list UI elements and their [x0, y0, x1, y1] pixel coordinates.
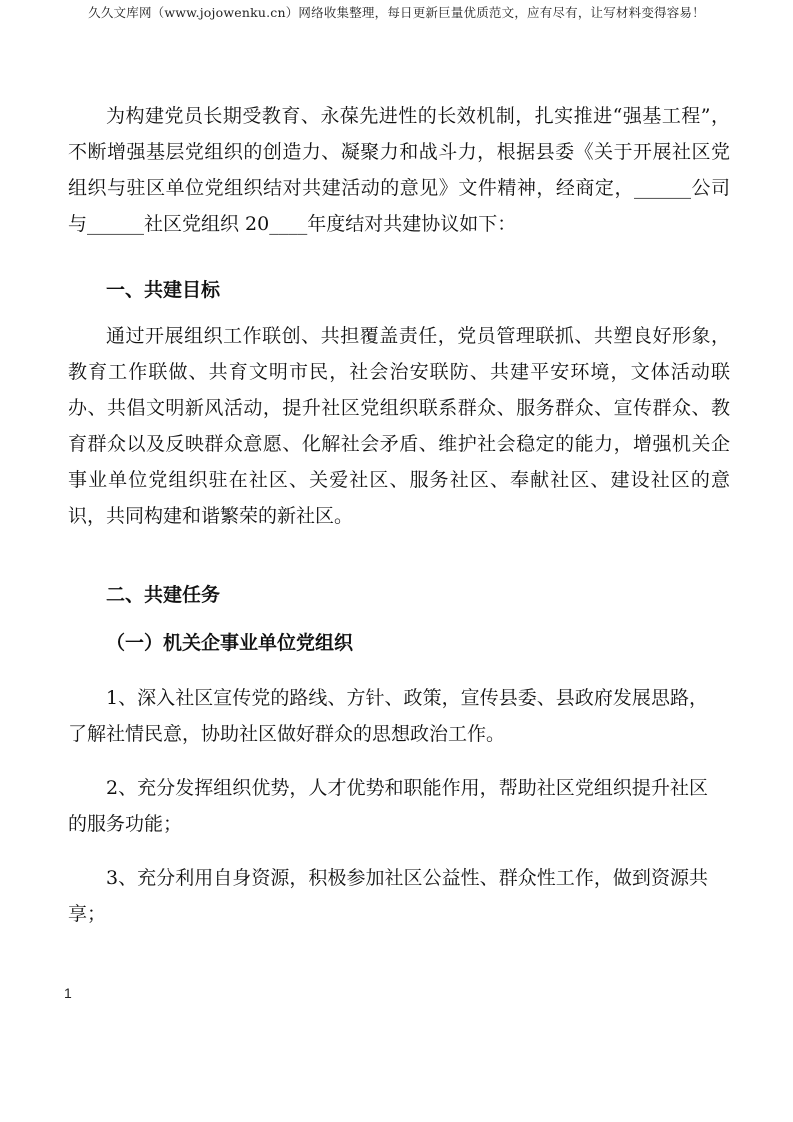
section-heading-goals: 一、共建目标: [106, 279, 221, 301]
intro-paragraph: 为构建党员长期受教育、永葆先进性的长效机制，扎实推进“强基工程”，不断增强基层党组织的创造力、凝聚力和战斗力，根据县委《关于开展社区党组织与驻区单位党组织结对共建活动的意见》文件精神，经商定，______公司与______社区党组织 20____年度结对共建协议如下：: [68, 105, 730, 235]
list-item: 2、充分发挥组织优势，人才优势和职能作用，帮助社区党组织提升社区的服务功能；: [68, 777, 708, 835]
page-header: 久久文库网（www.jojowenku.cn）网络收集整理，每日更新巨量优质范文，应有尽有，让写材料变得容易！: [88, 5, 705, 20]
goals-paragraph: 通过开展组织工作联创、共担覆盖责任，党员管理联抓、共塑良好形象，教育工作联做、共育文明市民，社会治安联防、共建平安环境，文体活动联办、共倡文明新风活动，提升社区党组织联系群众、服务群众、宣传群众、教育群众以及反映群众意愿、化解社会矛盾、维护社会稳定的能力，增强机关企事业单位党组织驻在社区、关爱社区、服务社区、奉献社区、建设社区的意识，共同构建和谐繁荣的新社区。: [68, 325, 730, 527]
section-heading-tasks: 二、共建任务: [106, 584, 221, 606]
list-item: 3、充分利用自身资源，积极参加社区公益性、群众性工作，做到资源共享；: [68, 867, 708, 925]
page-number: 1: [64, 985, 72, 1001]
list-item: 1、深入社区宣传党的路线、方针、政策，宣传县委、县政府发展思路，了解社情民意，协助社区做好群众的思想政治工作。: [68, 687, 708, 745]
subsection-heading-units: （一）机关企事业单位党组织: [106, 632, 354, 654]
